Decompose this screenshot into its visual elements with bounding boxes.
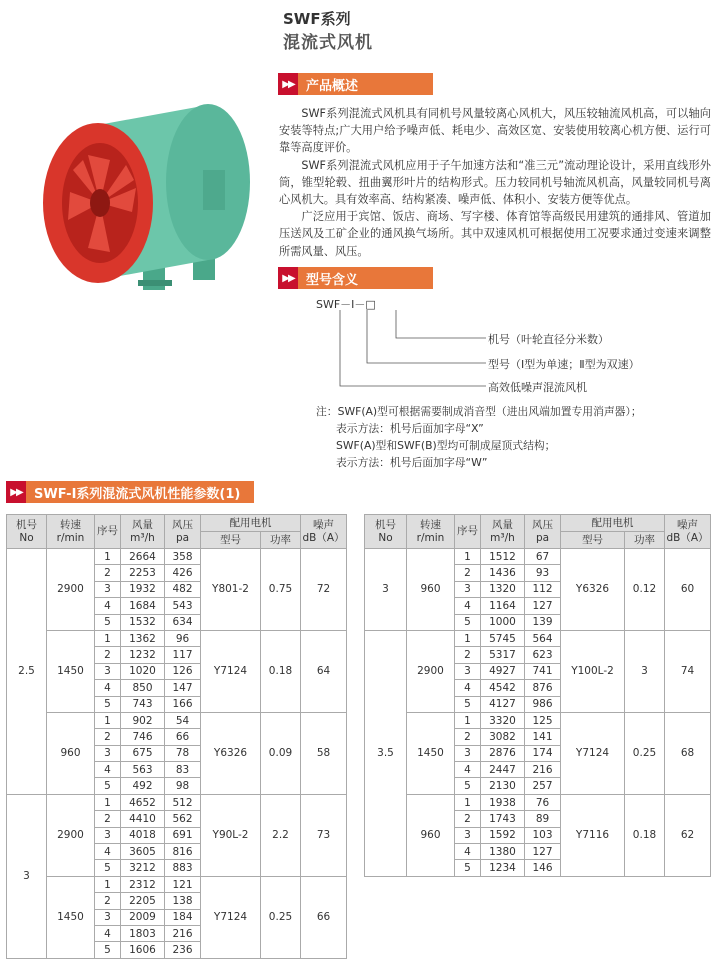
cell-seq: 3	[95, 745, 121, 761]
cell-pressure: 103	[525, 827, 561, 843]
cell-noise: 68	[665, 712, 711, 794]
cell-flow: 1362	[121, 630, 165, 646]
cell-machine-no: 3	[7, 794, 47, 958]
cell-flow: 2664	[121, 549, 165, 565]
header-motor: 配用电机	[201, 515, 301, 532]
cell-seq: 4	[455, 680, 481, 696]
cell-pressure: 127	[525, 844, 561, 860]
cell-seq: 2	[95, 893, 121, 909]
header-motor-model: 型号	[561, 532, 625, 549]
note-line: 表示方法：机号后面加字母“W”	[336, 456, 488, 469]
cell-pressure: 236	[165, 942, 201, 958]
cell-seq: 5	[95, 942, 121, 958]
cell-pressure: 883	[165, 860, 201, 876]
fan-motor-box	[203, 170, 225, 210]
cell-motor-power: 0.25	[261, 876, 301, 958]
cell-pressure: 117	[165, 647, 201, 663]
cell-noise: 73	[301, 794, 347, 876]
cell-pressure: 216	[165, 925, 201, 941]
cell-pressure: 564	[525, 630, 561, 646]
cell-flow: 1020	[121, 663, 165, 679]
table-row	[7, 549, 347, 565]
cell-flow: 4927	[481, 663, 525, 679]
cell-seq: 3	[455, 663, 481, 679]
cell-flow: 2130	[481, 778, 525, 794]
header-flow-label: 风量	[492, 518, 513, 531]
cell-speed: 960	[47, 712, 95, 794]
cell-pressure: 126	[165, 663, 201, 679]
table-row	[7, 712, 347, 728]
header-no	[7, 515, 47, 549]
cell-pressure: 146	[525, 860, 561, 876]
cell-pressure: 543	[165, 598, 201, 614]
series-subtitle: 混流式风机	[283, 33, 373, 53]
chevron-right-icon: ▶▶	[278, 73, 298, 95]
cell-seq: 1	[95, 630, 121, 646]
overview-paragraph: SWF系列混流式风机应用于子午加速方法和“准三元”流动理论设计，采用直线形外筒，锥型轮毂、扭曲翼形叶片的结构形式。压力较同机号轴流风机高，风量较同机号离心风机大。具有效率高、结构紧凑、噪声低、体积小、安装方便等优点。	[279, 158, 711, 207]
model-item-type: 型号（Ⅰ型为单速；Ⅱ型为双速）	[488, 358, 640, 371]
header-noise-unit: dB（A）	[666, 531, 709, 544]
cell-flow: 1606	[121, 942, 165, 958]
section-bar-model	[278, 267, 433, 289]
header-motor-model: 型号	[201, 532, 261, 549]
chevron-right-icon: ▶▶	[278, 267, 298, 289]
cell-seq: 3	[455, 827, 481, 843]
cell-speed: 2900	[407, 630, 455, 712]
header-speed-label: 转速	[420, 518, 441, 531]
cell-machine-no: 3	[365, 549, 407, 631]
cell-noise: 74	[665, 630, 711, 712]
cell-pressure: 141	[525, 729, 561, 745]
cell-flow: 4018	[121, 827, 165, 843]
cell-speed: 1450	[47, 630, 95, 712]
cell-motor-model: Y7124	[201, 630, 261, 712]
cell-seq: 3	[95, 909, 121, 925]
header-pressure-label: 风压	[532, 518, 553, 531]
cell-seq: 5	[95, 614, 121, 630]
cell-seq: 4	[95, 925, 121, 941]
cell-seq: 4	[455, 598, 481, 614]
cell-pressure: 121	[165, 876, 201, 892]
header-pressure-unit: pa	[535, 531, 550, 544]
section-bar-overview	[278, 73, 433, 95]
header-flow-unit: m³/h	[490, 531, 515, 544]
table-row	[365, 794, 711, 810]
cell-speed: 2900	[47, 549, 95, 631]
header-motor-power: 功率	[261, 532, 301, 549]
cell-flow: 5317	[481, 647, 525, 663]
cell-noise: 72	[301, 549, 347, 631]
cell-seq: 4	[455, 762, 481, 778]
header-seq: 序号	[95, 515, 121, 549]
header-speed	[47, 515, 95, 549]
header-noise-unit: dB（A）	[302, 531, 345, 544]
cell-machine-no: 2.5	[7, 549, 47, 795]
cell-flow: 850	[121, 680, 165, 696]
fan-hub	[90, 189, 110, 217]
cell-seq: 1	[95, 794, 121, 810]
perf-table-right	[364, 514, 711, 877]
cell-pressure: 125	[525, 712, 561, 728]
header-no-label: 机号	[16, 518, 37, 531]
cell-flow: 4127	[481, 696, 525, 712]
header-pressure-unit: pa	[175, 531, 190, 544]
chevron-right-icon: ▶▶	[6, 481, 26, 503]
cell-pressure: 66	[165, 729, 201, 745]
cell-pressure: 138	[165, 893, 201, 909]
cell-pressure: 147	[165, 680, 201, 696]
header-noise	[301, 515, 347, 549]
cell-seq: 1	[455, 549, 481, 565]
overview-paragraph: 广泛应用于宾馆、饭店、商场、写字楼、体育馆等高级民用建筑的通排风、管道加压送风及工矿企业的通风换气场所。其中双速风机可根据使用工况要求通过变速来调整所需风量、风压。	[279, 210, 711, 258]
cell-flow: 1938	[481, 794, 525, 810]
cell-pressure: 426	[165, 565, 201, 581]
cell-pressure: 174	[525, 745, 561, 761]
header-noise	[665, 515, 711, 549]
cell-seq: 2	[95, 729, 121, 745]
cell-flow: 492	[121, 778, 165, 794]
cell-flow: 1684	[121, 598, 165, 614]
cell-flow: 563	[121, 762, 165, 778]
header-no-label: 机号	[375, 518, 396, 531]
overview-text	[279, 105, 711, 260]
cell-flow: 1164	[481, 598, 525, 614]
section-title-model: 型号含义	[306, 272, 359, 288]
note-line: SWF(A)型和SWF(B)型均可制成屋顶式结构；	[336, 439, 556, 452]
overview-paragraph: SWF系列混流式风机具有同机号风量较离心风机大，风压较轴流风机高，可以轴向安装等特点;广大用户给予噪声低、耗电少、高效区宽、安装使用较离心机方便、运行可靠等高度评价。	[279, 107, 711, 155]
cell-motor-power: 0.75	[261, 549, 301, 631]
cell-flow: 1436	[481, 565, 525, 581]
cell-pressure: 562	[165, 811, 201, 827]
cell-seq: 5	[95, 696, 121, 712]
cell-seq: 4	[95, 680, 121, 696]
cell-speed: 960	[407, 794, 455, 876]
cell-flow: 3082	[481, 729, 525, 745]
cell-seq: 2	[455, 565, 481, 581]
cell-motor-power: 2.2	[261, 794, 301, 876]
cell-speed: 1450	[407, 712, 455, 794]
header-motor: 配用电机	[561, 515, 665, 532]
cell-noise: 58	[301, 712, 347, 794]
cell-pressure: 112	[525, 581, 561, 597]
model-diagram-lines	[330, 308, 490, 388]
cell-flow: 3605	[121, 844, 165, 860]
model-item-number: 机号（叶轮直径分米数）	[488, 333, 609, 346]
cell-flow: 1320	[481, 581, 525, 597]
note-line: 表示方法：机号后面加字母“X”	[336, 422, 484, 435]
table-row	[7, 794, 347, 810]
cell-pressure: 512	[165, 794, 201, 810]
cell-pressure: 67	[525, 549, 561, 565]
cell-seq: 1	[455, 794, 481, 810]
header-speed	[407, 515, 455, 549]
cell-pressure: 816	[165, 844, 201, 860]
cell-seq: 2	[95, 811, 121, 827]
header-seq: 序号	[455, 515, 481, 549]
cell-pressure: 216	[525, 762, 561, 778]
cell-motor-model: Y7116	[561, 794, 625, 876]
cell-seq: 2	[455, 811, 481, 827]
cell-seq: 3	[455, 581, 481, 597]
cell-seq: 5	[455, 696, 481, 712]
cell-pressure: 54	[165, 712, 201, 728]
table-row	[365, 549, 711, 565]
header-pressure-label: 风压	[172, 518, 193, 531]
cell-pressure: 76	[525, 794, 561, 810]
cell-pressure: 741	[525, 663, 561, 679]
perf-table-left	[6, 514, 347, 959]
cell-motor-power: 3	[625, 630, 665, 712]
cell-pressure: 139	[525, 614, 561, 630]
cell-motor-power: 0.18	[625, 794, 665, 876]
header-speed-label: 转速	[60, 518, 81, 531]
cell-flow: 2447	[481, 762, 525, 778]
cell-pressure: 986	[525, 696, 561, 712]
cell-flow: 902	[121, 712, 165, 728]
cell-seq: 5	[455, 778, 481, 794]
cell-pressure: 691	[165, 827, 201, 843]
cell-pressure: 876	[525, 680, 561, 696]
cell-machine-no: 3.5	[365, 630, 407, 876]
section-title-overview: 产品概述	[306, 78, 359, 94]
cell-flow: 2009	[121, 909, 165, 925]
table-row	[7, 876, 347, 892]
section-title-performance: SWF-Ⅰ系列混流式风机性能参数(1)	[34, 486, 241, 502]
cell-noise: 60	[665, 549, 711, 631]
cell-flow: 5745	[481, 630, 525, 646]
cell-seq: 1	[95, 712, 121, 728]
cell-seq: 3	[95, 581, 121, 597]
cell-motor-power: 0.25	[625, 712, 665, 794]
header-noise-label: 噪声	[677, 518, 698, 531]
cell-seq: 4	[95, 598, 121, 614]
header-motor-power: 功率	[625, 532, 665, 549]
cell-pressure: 623	[525, 647, 561, 663]
cell-seq: 4	[95, 844, 121, 860]
cell-seq: 2	[455, 729, 481, 745]
cell-pressure: 358	[165, 549, 201, 565]
table-row	[365, 630, 711, 646]
cell-speed: 960	[407, 549, 455, 631]
cell-motor-model: Y6326	[561, 549, 625, 631]
cell-flow: 1932	[121, 581, 165, 597]
cell-noise: 64	[301, 630, 347, 712]
cell-flow: 2876	[481, 745, 525, 761]
cell-pressure: 127	[525, 598, 561, 614]
cell-flow: 1232	[121, 647, 165, 663]
cell-flow: 1000	[481, 614, 525, 630]
cell-motor-power: 0.09	[261, 712, 301, 794]
cell-flow: 743	[121, 696, 165, 712]
cell-speed: 2900	[47, 794, 95, 876]
cell-flow: 1803	[121, 925, 165, 941]
cell-pressure: 83	[165, 762, 201, 778]
note-line: 注：SWF(A)型可根据需要制成消音型（进出风端加置专用消声器）；	[316, 405, 642, 418]
cell-seq: 2	[95, 647, 121, 663]
cell-flow: 3212	[121, 860, 165, 876]
cell-motor-power: 0.18	[261, 630, 301, 712]
cell-flow: 2253	[121, 565, 165, 581]
cell-speed: 1450	[47, 876, 95, 958]
cell-seq: 5	[95, 860, 121, 876]
cell-flow: 1532	[121, 614, 165, 630]
table-row	[365, 712, 711, 728]
header-speed-unit: r/min	[416, 531, 445, 544]
model-item-series: 高效低噪声混流风机	[488, 381, 587, 394]
header-speed-unit: r/min	[56, 531, 85, 544]
cell-flow: 1743	[481, 811, 525, 827]
header-pressure	[165, 515, 201, 549]
cell-seq: 1	[455, 630, 481, 646]
cell-flow: 4652	[121, 794, 165, 810]
header-pressure	[525, 515, 561, 549]
cell-seq: 5	[455, 860, 481, 876]
cell-seq: 2	[455, 647, 481, 663]
header-no	[365, 515, 407, 549]
cell-seq: 1	[95, 549, 121, 565]
header-no-unit: No	[19, 531, 34, 544]
cell-pressure: 482	[165, 581, 201, 597]
cell-pressure: 184	[165, 909, 201, 925]
cell-flow: 675	[121, 745, 165, 761]
header-noise-label: 噪声	[313, 518, 334, 531]
header-flow-label: 风量	[132, 518, 153, 531]
cell-flow: 1380	[481, 844, 525, 860]
header-no-unit: No	[378, 531, 393, 544]
cell-motor-model: Y100L-2	[561, 630, 625, 712]
cell-motor-model: Y801-2	[201, 549, 261, 631]
cell-pressure: 89	[525, 811, 561, 827]
section-bar-performance	[6, 481, 254, 503]
cell-flow: 2312	[121, 876, 165, 892]
cell-seq: 5	[455, 614, 481, 630]
cell-seq: 4	[95, 762, 121, 778]
cell-flow: 2205	[121, 893, 165, 909]
cell-seq: 3	[455, 745, 481, 761]
header-flow	[121, 515, 165, 549]
cell-seq: 2	[95, 565, 121, 581]
series-title: SWF系列	[283, 10, 351, 28]
header-flow	[481, 515, 525, 549]
cell-motor-power: 0.12	[625, 549, 665, 631]
cell-seq: 4	[455, 844, 481, 860]
cell-motor-model: Y7124	[201, 876, 261, 958]
cell-seq: 5	[95, 778, 121, 794]
cell-flow: 4542	[481, 680, 525, 696]
cell-motor-model: Y7124	[561, 712, 625, 794]
cell-flow: 1592	[481, 827, 525, 843]
cell-flow: 1512	[481, 549, 525, 565]
cell-flow: 3320	[481, 712, 525, 728]
cell-pressure: 93	[525, 565, 561, 581]
cell-noise: 62	[665, 794, 711, 876]
cell-noise: 66	[301, 876, 347, 958]
cell-seq: 1	[455, 712, 481, 728]
cell-pressure: 257	[525, 778, 561, 794]
cell-pressure: 166	[165, 696, 201, 712]
fan-base-foot	[138, 280, 172, 286]
model-code: SWF－Ⅰ－□	[316, 298, 376, 311]
cell-pressure: 78	[165, 745, 201, 761]
cell-flow: 4410	[121, 811, 165, 827]
cell-motor-model: Y6326	[201, 712, 261, 794]
fan-illustration	[28, 100, 268, 300]
table-row	[7, 630, 347, 646]
header-flow-unit: m³/h	[130, 531, 155, 544]
cell-seq: 1	[95, 876, 121, 892]
cell-flow: 1234	[481, 860, 525, 876]
cell-motor-model: Y90L-2	[201, 794, 261, 876]
cell-flow: 746	[121, 729, 165, 745]
cell-seq: 3	[95, 827, 121, 843]
cell-seq: 3	[95, 663, 121, 679]
cell-pressure: 98	[165, 778, 201, 794]
cell-pressure: 634	[165, 614, 201, 630]
cell-pressure: 96	[165, 630, 201, 646]
